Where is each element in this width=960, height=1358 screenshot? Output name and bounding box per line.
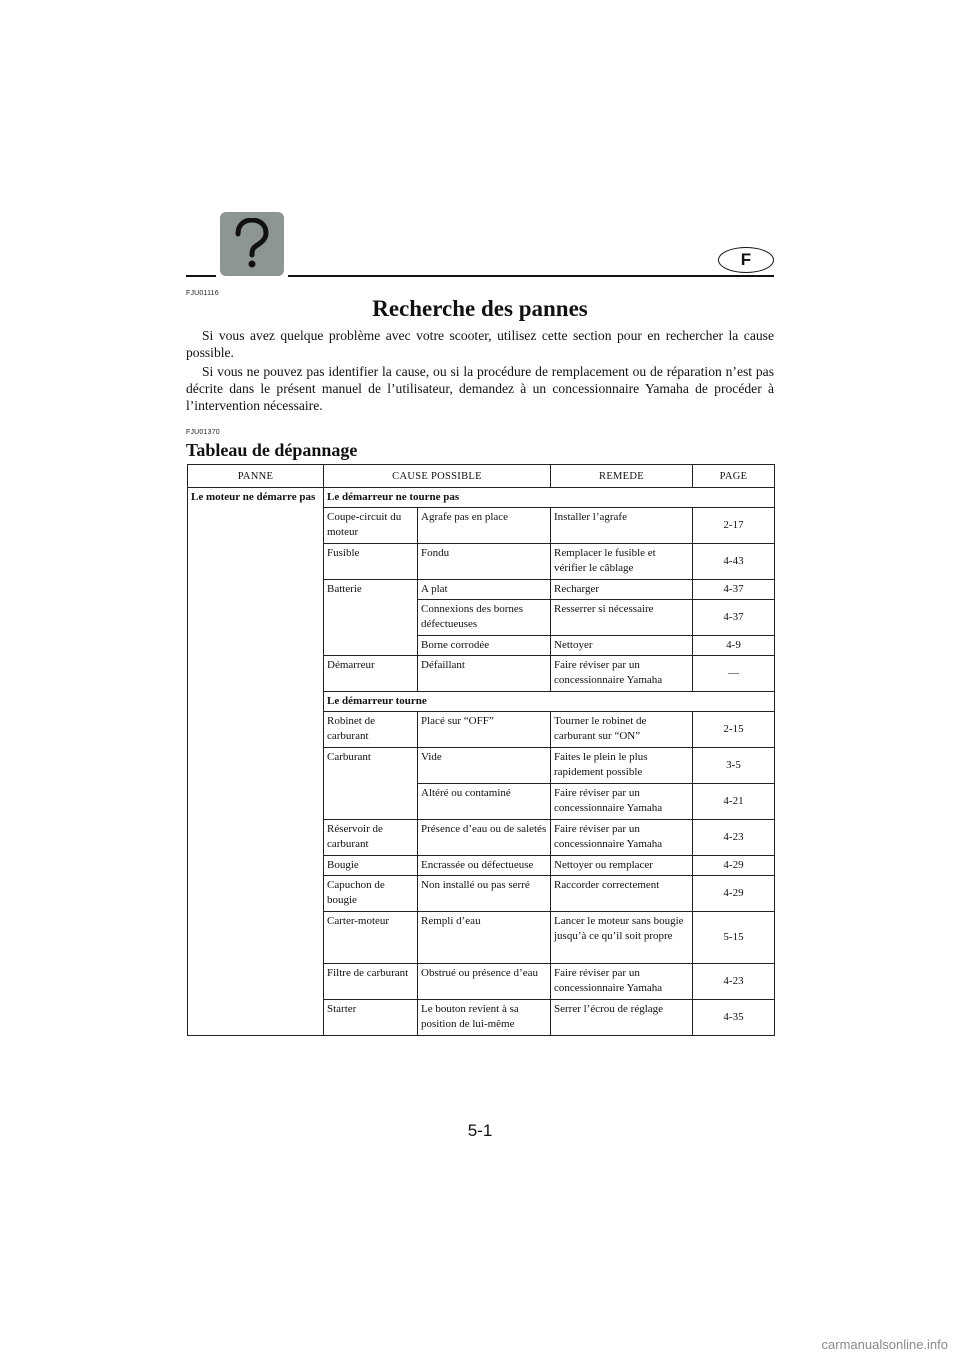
cause-detail: Encrassée ou défectueuse [418,856,551,876]
cause-detail: Connexions des bornes défectueuses [418,600,551,636]
group-title: Le démarreur tourne [324,692,775,712]
language-badge: F [718,247,774,273]
header-remede: REMEDE [551,465,693,488]
header-cause: CAUSE POSSIBLE [324,465,551,488]
page-ref: 4-35 [693,1000,775,1036]
header-rule-left [186,275,216,277]
remede: Faire réviser par un concessionnaire Yamaha [551,656,693,692]
table-header-row [188,465,775,488]
header-panne: PANNE [188,465,324,488]
cause-main: Carter-moteur [324,912,418,964]
page-ref: 2-17 [693,508,775,544]
table-row [188,488,775,508]
cause-detail: Défaillant [418,656,551,692]
cause-detail: Placé sur “OFF” [418,712,551,748]
cause-detail: Présence d’eau ou de saletés [418,820,551,856]
page-number: 5-1 [467,1121,493,1140]
cause-main: Démarreur [324,656,418,692]
cause-detail: Fondu [418,544,551,580]
remede: Remplacer le fusible et vérifier le câblage [551,544,693,580]
remede: Faire réviser par un concessionnaire Yamaha [551,820,693,856]
page-ref: 5-15 [693,912,775,964]
cause-main: Batterie [324,580,418,656]
cause-main: Fusible [324,544,418,580]
remede: Serrer l’écrou de réglage [551,1000,693,1036]
remede: Nettoyer [551,636,693,656]
remede: Raccorder correctement [551,876,693,912]
cause-detail: Le bouton revient à sa position de lui-même [418,1000,551,1036]
cause-detail: Agrafe pas en place [418,508,551,544]
remede: Faites le plein le plus rapidement possible [551,748,693,784]
page-ref: 3-5 [693,748,775,784]
remede: Installer l’agrafe [551,508,693,544]
troubleshooting-table [187,464,775,1036]
cause-main: Filtre de carburant [324,964,418,1000]
page-ref: 4-9 [693,636,775,656]
page-ref: 4-37 [693,600,775,636]
page-ref: 4-29 [693,876,775,912]
page-ref: 2-15 [693,712,775,748]
section-code: FJU01116 [186,290,219,297]
remede: Resserrer si nécessaire [551,600,693,636]
footer-watermark: carmanualsonline.info [0,1330,960,1358]
remede: Nettoyer ou remplacer [551,856,693,876]
cause-main: Robinet de carburant [324,712,418,748]
cause-detail: Rempli d’eau [418,912,551,964]
panne-cell: Le moteur ne démarre pas [188,488,324,1036]
cause-main: Capuchon de bougie [324,876,418,912]
page-ref: 4-23 [693,820,775,856]
question-mark-icon [220,212,284,276]
cause-detail: A plat [418,580,551,600]
cause-detail: Vide [418,748,551,784]
page-ref: 4-43 [693,544,775,580]
page-ref: 4-21 [693,784,775,820]
page-ref: 4-23 [693,964,775,1000]
page-ref: 4-37 [693,580,775,600]
remede: Recharger [551,580,693,600]
cause-main: Carburant [324,748,418,820]
header-rule-right [288,275,774,277]
section-code: FJU01370 [186,429,220,436]
remede: Faire réviser par un concessionnaire Yamaha [551,784,693,820]
cause-main: Réservoir de carburant [324,820,418,856]
remede: Lancer le moteur sans bougie jusqu’à ce qu’il soit propre [551,912,693,964]
intro-paragraph-1: Si vous avez quelque problème avec votre scooter, utilisez cette section pour en rechercher la cause possible. [186,328,774,360]
cause-main: Bougie [324,856,418,876]
cause-detail: Obstrué ou présence d’eau [418,964,551,1000]
cause-detail: Non installé ou pas serré [418,876,551,912]
remede: Tourner le robinet de carburant sur “ON” [551,712,693,748]
cause-main: Coupe-circuit du moteur [324,508,418,544]
remede: Faire réviser par un concessionnaire Yamaha [551,964,693,1000]
cause-main: Starter [324,1000,418,1036]
intro-paragraph-2: Si vous ne pouvez pas identifier la cause, ou si la procédure de remplacement ou de réparation n’est pas décrite dans le présent manuel de l’utilisateur, demandez à un concessionnaire Yamaha de procéder à l’intervention nécessaire. [186,364,774,413]
header-page: PAGE [693,465,775,488]
page-ref: — [693,656,775,692]
page-ref: 4-29 [693,856,775,876]
cause-detail: Borne corrodée [418,636,551,656]
cause-detail: Altéré ou contaminé [418,784,551,820]
question-mark-glyph [230,218,274,270]
group-title: Le démarreur ne tourne pas [324,488,775,508]
page-title: Recherche des pannes [372,296,588,321]
section-title: Tableau de dépannage [186,440,358,460]
